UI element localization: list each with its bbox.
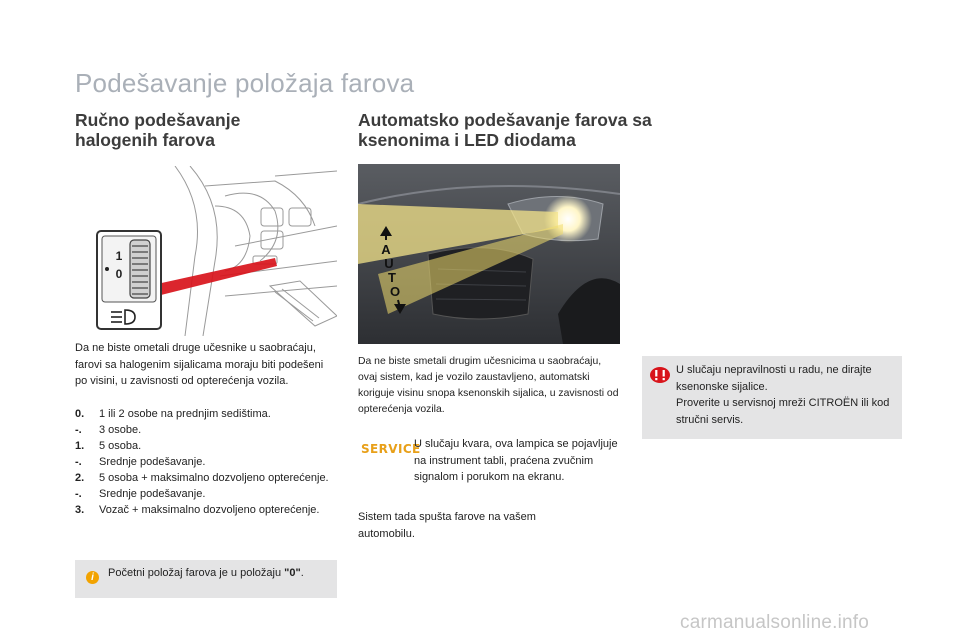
list-text: Vozač + maksimalno dozvoljeno opterećenje. [99,504,320,516]
list-item [75,454,345,470]
list-item [75,406,345,422]
footer-watermark: carmanualsonline.info [680,612,870,633]
list-item [75,470,345,486]
manual-adjuster-illustration [75,166,337,336]
list-text: 5 osoba + maksimalno dozvoljeno opterećenje. [99,472,329,484]
list-key: 3. [75,504,85,516]
list-key: 2. [75,472,85,484]
list-item [75,486,345,502]
page-title: Podešavanje položaja farova [75,68,415,98]
list-text: 5 osoba. [99,440,142,452]
list-key: -. [75,424,82,436]
service-warning-icon: SERVICE [361,442,421,456]
thumbwheel [130,240,150,298]
manual-intro-text: Da ne biste ometali druge učesnike u saobraćaju, farovi sa halogenim sijalicama moraju biti podešeni po visini, u zavisnosti od opterećenja vozila. [75,342,324,387]
heading-line: Ručno podešavanje [75,110,241,130]
info-text [108,565,336,582]
section-heading-manual [75,110,240,150]
heading-line: ksenonima i LED diodama [358,130,576,150]
heading-line: halogenih farova [75,130,216,150]
auto-letter: U [384,256,394,271]
warning-icon [650,367,670,383]
list-key: 0. [75,408,85,420]
dial-panel [97,231,161,329]
info-icon: i [86,571,99,584]
auto-intro-text: Da ne biste smetali drugim učesnicima u saobraćaju, ovaj sistem, kad je vozilo zaustavljeno, automatski koriguje visinu snopa ksenonskih sijalica, u zavisnosti od opterećenja vozila. [358,356,619,415]
xenon-headlight-illustration [358,164,620,344]
auto-outro-text: Sistem tada spušta farove na vašem automobilu. [358,511,536,540]
auto-letter: O [389,284,401,299]
dial-dot [105,267,109,271]
info-value: "0" [284,567,301,579]
section-heading-automatic [358,110,652,150]
warning-line: Proverite u servisnoj mreži CITROËN ili kod stručni servis. [676,397,890,426]
list-item [75,438,345,454]
info-text-suffix: . [300,567,304,579]
list-item [75,422,345,438]
info-text-prefix: Početni položaj farova je u položaju [108,567,285,579]
list-key: -. [75,456,82,468]
list-text: Srednje podešavanje. [99,456,206,468]
dial-label-0: 0 [115,267,123,281]
list-text: 1 ili 2 osobe na prednjim sedištima. [99,408,271,420]
auto-letter: T [388,270,396,285]
auto-letter: A [381,242,391,257]
warning-line: U slučaju nepravilnosti u radu, ne dirajte ksenonske sijalice. [676,364,872,393]
service-text: U slučaju kvara, ova lampica se pojavljuje na instrument tabli, praćena zvučnim signalom i porukom na ekranu. [414,438,618,483]
warning-text [676,362,898,428]
heading-line: Automatsko podešavanje farova sa [358,110,652,130]
list-key: 1. [75,440,85,452]
list-key: -. [75,488,82,500]
list-item [75,502,345,518]
dial-label-1: 1 [115,249,123,263]
list-text: Srednje podešavanje. [99,488,206,500]
list-text: 3 osobe. [99,424,142,436]
load-setting-list [75,406,345,518]
